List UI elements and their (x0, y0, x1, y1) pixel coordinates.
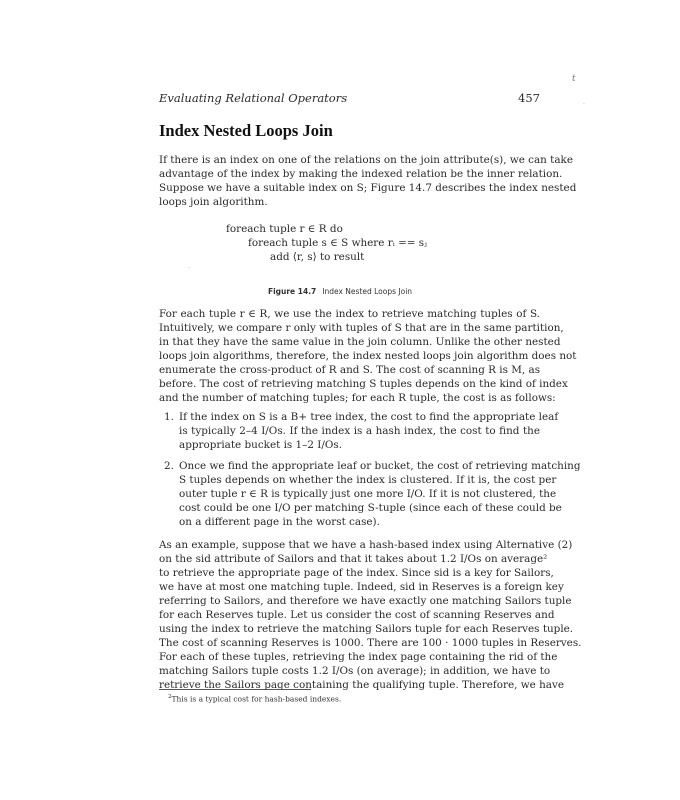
running-header (159, 91, 540, 107)
footnote (168, 694, 341, 704)
footnote-text: This is a typical cost for hash-based indexes. (171, 694, 342, 704)
text-line: is typically 2–4 I/Os. If the index is a hash index, the cost to find the (179, 425, 540, 437)
text-line: before. The cost of retrieving matching S tuples depends on the kind of index (159, 378, 568, 390)
algorithm-listing (226, 222, 427, 264)
text-line: advantage of the index by making the indexed relation be the inner relation. (159, 168, 563, 180)
intro-paragraph (159, 153, 577, 209)
margin-dot: . (583, 99, 585, 106)
text-line: If there is an index on one of the relations on the join attribute(s), we can take (159, 154, 573, 166)
text-line: enumerate the cross-product of R and S. The cost of scanning R is M, as (159, 364, 541, 376)
text-line: Intuitively, we compare r only with tuples of S that are in the same partition, (159, 322, 564, 334)
list-number: 2. (164, 460, 174, 472)
page-number: 457 (518, 91, 540, 105)
text-line: and the number of matching tuples; for each R tuple, the cost is as follows: (159, 392, 556, 404)
text-line: Suppose we have a suitable index on S; Figure 14.7 describes the index nested (159, 182, 577, 194)
margin-dot: . (188, 263, 190, 270)
text-line: on a different page in the worst case). (179, 516, 380, 528)
text-line: in that they have the same value in the join column. Unlike the other nested (159, 336, 561, 348)
text-line: retrieve the Sailors page containing the qualifying tuple. Therefore, we have (159, 679, 565, 691)
text-line: If the index on S is a B+ tree index, the cost to find the appropriate leaf (179, 411, 559, 423)
text-line: outer tuple r ∈ R is typically just one more I/O. If it is not clustered, the (179, 488, 557, 500)
text-line: appropriate bucket is 1–2 I/Os. (179, 439, 343, 451)
text-line: on the sid attribute of Sailors and that it takes about 1.2 I/Os on average² (159, 553, 548, 565)
header-title: Evaluating Relational Operators (159, 91, 348, 105)
text-line: we have at most one matching tuple. Indeed, sid in Reserves is a foreign key (159, 581, 564, 593)
figure-caption-text: Index Nested Loops Join (322, 287, 413, 296)
text-line: using the index to retrieve the matching Sailors tuple for each Reserves tuple. (159, 623, 574, 635)
algo-line-1: foreach tuple r ∈ R do (226, 223, 343, 235)
algo-line-3: add ⟨r, s⟩ to result (270, 251, 365, 263)
figure-label: Figure 14.7 (267, 287, 317, 296)
text-line: As an example, suppose that we have a hash-based index using Alternative (2) (159, 539, 573, 551)
margin-mark: t (572, 74, 576, 84)
section-title: Index Nested Loops Join (159, 121, 333, 140)
example-paragraph (159, 538, 582, 692)
text-line: for each Reserves tuple. Let us consider the cost of scanning Reserves and (159, 609, 555, 621)
text-line: For each of these tuples, retrieving the index page containing the rid of the (159, 651, 558, 663)
text-line: matching Sailors tuple costs 1.2 I/Os (on average); in addition, we have to (159, 665, 551, 677)
footnote-mark: 2 (168, 694, 172, 700)
text-line: referring to Sailors, and therefore we have exactly one matching Sailors tuple (159, 595, 572, 607)
text-line: S tuples depends on whether the index is clustered. If it is, the cost per (179, 474, 557, 486)
text-line: Once we find the appropriate leaf or bucket, the cost of retrieving matching (179, 460, 581, 472)
text-line: cost could be one I/O per matching S-tuple (since each of these could be (179, 502, 562, 514)
text-line: The cost of scanning Reserves is 1000. There are 100 · 1000 tuples in Reserves. (159, 637, 582, 649)
text-line: loops join algorithm. (159, 196, 268, 208)
figure-caption (0, 287, 680, 296)
footnote-rule (159, 689, 311, 690)
algo-line-2: foreach tuple s ∈ S where rᵢ == sⱼ (248, 237, 427, 249)
text-line: For each tuple r ∈ R, we use the index to retrieve matching tuples of S. (159, 308, 540, 320)
body-paragraph (159, 307, 577, 405)
text-line: to retrieve the appropriate page of the index. Since sid is a key for Sailors, (159, 567, 554, 579)
list-number: 1. (164, 411, 174, 423)
text-line: loops join algorithms, therefore, the index nested loops join algorithm does not (159, 350, 577, 362)
